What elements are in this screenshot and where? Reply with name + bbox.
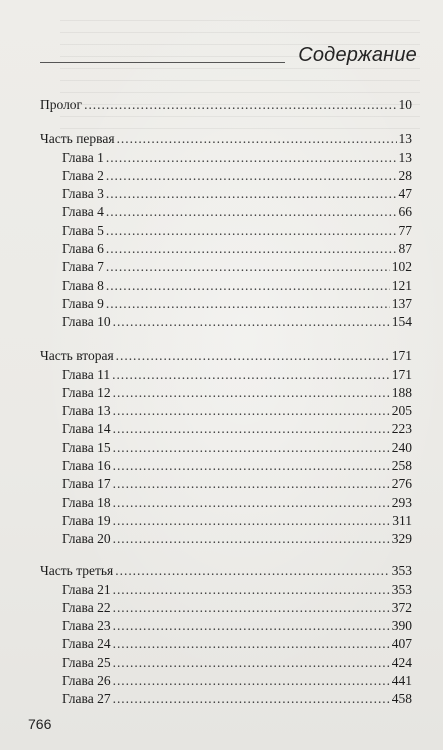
toc-entry-page: 240 [391, 439, 412, 455]
toc-entry-chapter[interactable] [62, 495, 412, 511]
toc-entry-chapter[interactable] [62, 223, 412, 239]
toc-entry-label: Глава 16 [62, 458, 111, 473]
toc-entry-prologue[interactable] [40, 97, 412, 113]
toc-entry-page: 77 [398, 222, 412, 238]
toc-entry-page: 329 [391, 531, 412, 547]
dot-leader [113, 531, 390, 547]
toc-entry-part[interactable] [40, 348, 412, 364]
toc-entry-label: Глава 25 [62, 654, 111, 670]
toc-entry-label: Глава 27 [62, 691, 111, 707]
toc-entry-label: Часть третья [40, 563, 114, 578]
toc-entry-page: 13 [398, 149, 412, 165]
toc-entry-chapter[interactable] [62, 259, 412, 275]
dot-leader [113, 476, 390, 492]
toc-entry-page: 10 [398, 97, 412, 112]
toc-entry-label: Часть вторая [40, 348, 114, 363]
toc-entry-label: Глава 21 [62, 581, 111, 597]
dot-leader [106, 223, 397, 239]
toc-entry-page: 205 [391, 403, 412, 419]
toc-entry-page: 102 [391, 259, 412, 275]
toc-entry-page: 66 [398, 204, 412, 220]
toc-entry-page: 293 [391, 494, 412, 510]
toc-entry-chapter[interactable] [62, 204, 412, 220]
toc-entry-part[interactable] [40, 563, 412, 579]
dot-leader [106, 186, 397, 202]
toc-entry-label: Глава 8 [62, 277, 104, 293]
dot-leader [113, 655, 390, 671]
toc-entry-chapter[interactable] [62, 458, 412, 474]
toc-entry-label: Глава 2 [62, 167, 104, 183]
toc-entry-label: Глава 18 [62, 494, 111, 510]
dot-leader [117, 131, 397, 147]
toc-entry-chapter[interactable] [62, 403, 412, 419]
page-title: Содержание [298, 44, 417, 66]
dot-leader [113, 513, 391, 529]
toc-entry-page: 13 [398, 131, 412, 146]
dot-leader [106, 150, 397, 166]
toc-entry-chapter[interactable] [62, 531, 412, 547]
dot-leader [113, 495, 390, 511]
dot-leader [106, 168, 397, 184]
toc-entry-label: Глава 10 [62, 314, 111, 330]
toc-entry-chapter[interactable] [62, 440, 412, 456]
toc-entry-label: Глава 15 [62, 439, 111, 455]
dot-leader [106, 204, 397, 220]
toc-entry-page: 47 [398, 186, 412, 202]
toc-entry-part[interactable] [40, 131, 412, 147]
dot-leader [113, 421, 390, 437]
dot-leader [84, 97, 396, 113]
toc-entry-label: Глава 9 [62, 295, 104, 311]
toc-entry-chapter[interactable] [62, 582, 412, 598]
toc-entry-page: 137 [391, 295, 412, 311]
dot-leader [113, 403, 390, 419]
toc-entry-page: 276 [391, 476, 412, 492]
dot-leader [113, 673, 390, 689]
dot-leader [113, 385, 390, 401]
toc-entry-label: Глава 17 [62, 476, 111, 492]
dot-leader [116, 348, 390, 364]
toc-entry-page: 311 [392, 512, 412, 528]
toc-entry-chapter[interactable] [62, 296, 412, 312]
toc-entry-label: Глава 26 [62, 673, 111, 688]
dot-leader [112, 367, 390, 383]
toc-entry-label: Глава 1 [62, 149, 104, 165]
toc-entry-label: Пролог [40, 97, 83, 112]
toc-entry-page: 258 [391, 458, 412, 473]
toc-entry-page: 407 [391, 636, 412, 652]
toc-entry-page: 390 [391, 618, 412, 634]
toc-entry-label: Часть первая [40, 131, 115, 146]
toc-entry-chapter[interactable] [62, 600, 412, 616]
page-number: 766 [28, 716, 52, 732]
dot-leader [113, 636, 390, 652]
toc-entry-chapter[interactable] [62, 278, 412, 294]
toc-entry-page: 353 [391, 563, 412, 578]
toc-entry-chapter[interactable] [62, 367, 412, 383]
toc-entry-page: 424 [391, 654, 412, 670]
toc-entry-label: Глава 19 [62, 512, 111, 528]
toc-entry-label: Глава 20 [62, 531, 111, 547]
toc-entry-page: 458 [391, 691, 412, 707]
toc-entry-page: 121 [391, 277, 412, 293]
toc-entry-label: Глава 14 [62, 421, 111, 437]
toc-entry-page: 223 [391, 421, 412, 437]
toc-entry-chapter[interactable] [62, 385, 412, 401]
toc-entry-label: Глава 5 [62, 222, 104, 238]
toc-entry-page: 87 [398, 241, 412, 256]
toc-entry-chapter[interactable] [62, 241, 412, 257]
toc-entry-label: Глава 24 [62, 636, 111, 652]
toc-entry-chapter[interactable] [62, 186, 412, 202]
dot-leader [113, 440, 390, 456]
toc-entry-page: 28 [398, 167, 412, 183]
toc-entry-chapter[interactable] [62, 150, 412, 166]
toc-entry-chapter[interactable] [62, 673, 412, 689]
toc-entry-page: 372 [391, 599, 412, 615]
toc-entry-label: Глава 3 [62, 186, 104, 202]
toc-entry-label: Глава 22 [62, 599, 111, 615]
toc-entry-page: 171 [391, 348, 412, 363]
dot-leader [113, 582, 390, 598]
toc-entry-page: 188 [391, 384, 412, 400]
toc-entry-chapter[interactable] [62, 314, 412, 330]
toc-entry-chapter[interactable] [62, 618, 412, 634]
toc-entry-label: Глава 23 [62, 618, 111, 634]
dot-leader [113, 314, 390, 330]
toc-entry-chapter[interactable] [62, 421, 412, 437]
toc-entry-label: Глава 13 [62, 403, 111, 419]
toc-entry-chapter[interactable] [62, 655, 412, 671]
toc-entry-label: Глава 6 [62, 241, 104, 256]
dot-leader [113, 600, 390, 616]
toc-entry-label: Глава 7 [62, 259, 104, 275]
toc-entry-page: 154 [391, 314, 412, 330]
dot-leader [106, 259, 390, 275]
dot-leader [106, 296, 390, 312]
toc-entry-chapter[interactable] [62, 636, 412, 652]
toc-entry-page: 171 [391, 366, 412, 382]
toc-entry-chapter[interactable] [62, 168, 412, 184]
dot-leader [106, 278, 390, 294]
toc-entry-chapter[interactable] [62, 513, 412, 529]
toc-entry-label: Глава 12 [62, 384, 111, 400]
toc-entry-chapter[interactable] [62, 476, 412, 492]
toc-entry-label: Глава 11 [62, 366, 111, 382]
dot-leader [113, 618, 390, 634]
toc-entry-label: Глава 4 [62, 204, 104, 220]
dot-leader [106, 241, 397, 257]
dot-leader [113, 458, 390, 474]
dot-leader [113, 691, 390, 707]
toc-entry-page: 441 [391, 673, 412, 688]
toc-entry-page: 353 [391, 581, 412, 597]
dot-leader [115, 563, 389, 579]
toc-entry-chapter[interactable] [62, 691, 412, 707]
